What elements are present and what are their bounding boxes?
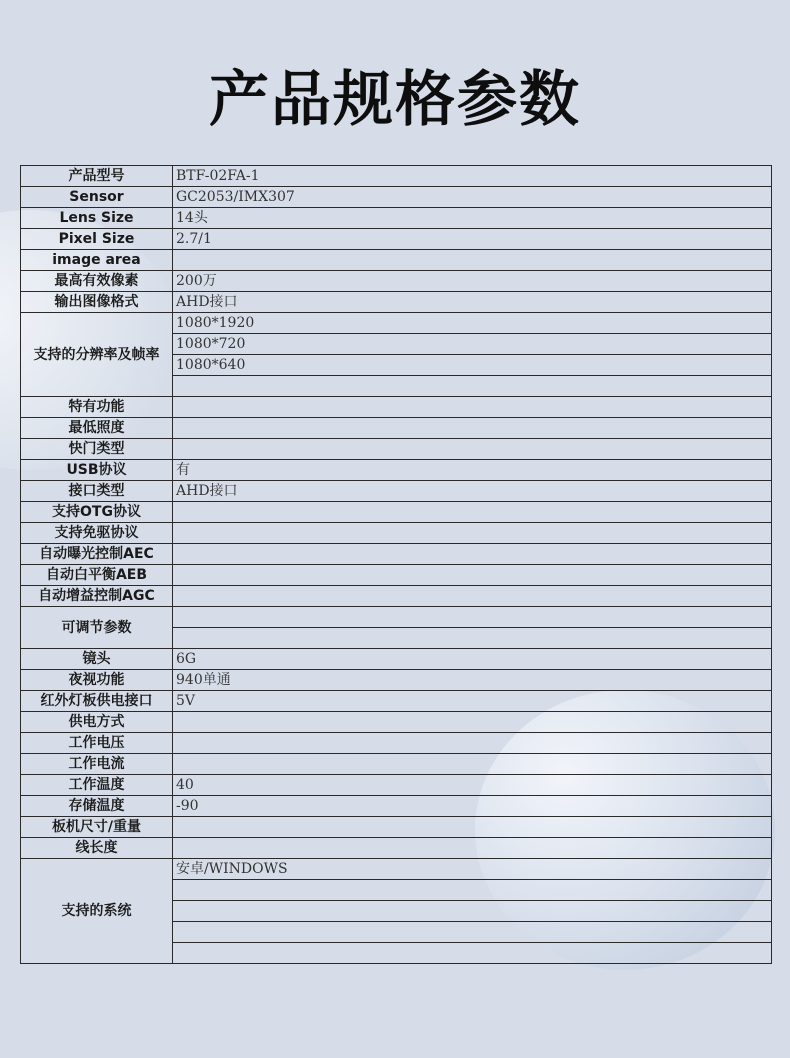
spec-label: 可调节参数 xyxy=(21,607,173,649)
spec-label: 接口类型 xyxy=(21,481,173,502)
spec-label: 自动曝光控制AEC xyxy=(21,544,173,565)
spec-value xyxy=(173,418,772,439)
spec-label: Sensor xyxy=(21,187,173,208)
spec-value xyxy=(173,712,772,733)
table-row xyxy=(21,817,772,838)
table-row xyxy=(21,796,772,817)
table-row xyxy=(21,586,772,607)
table-row xyxy=(21,754,772,775)
spec-table xyxy=(20,165,772,964)
spec-label: image area xyxy=(21,250,173,271)
spec-value: GC2053/IMX307 xyxy=(173,187,772,208)
spec-value xyxy=(173,565,772,586)
spec-value xyxy=(173,733,772,754)
table-row xyxy=(21,397,772,418)
spec-value: -90 xyxy=(173,796,772,817)
spec-label: 板机尺寸/重量 xyxy=(21,817,173,838)
table-row xyxy=(21,418,772,439)
spec-value: 40 xyxy=(173,775,772,796)
spec-value: 940单通 xyxy=(173,670,772,691)
table-row xyxy=(21,670,772,691)
spec-label: 输出图像格式 xyxy=(21,292,173,313)
table-row xyxy=(21,649,772,670)
spec-value xyxy=(173,397,772,418)
spec-label: 支持的系统 xyxy=(21,859,173,964)
table-row xyxy=(21,187,772,208)
spec-value: 14头 xyxy=(173,208,772,229)
spec-value: 1080*1920 xyxy=(173,313,772,334)
spec-value xyxy=(173,922,772,943)
spec-value xyxy=(173,628,772,649)
table-row xyxy=(21,502,772,523)
spec-value xyxy=(173,943,772,964)
spec-value xyxy=(173,901,772,922)
spec-value xyxy=(173,250,772,271)
table-row xyxy=(21,313,772,334)
spec-label: 支持的分辨率及帧率 xyxy=(21,313,173,397)
table-row xyxy=(21,292,772,313)
table-row xyxy=(21,208,772,229)
table-row xyxy=(21,481,772,502)
spec-label: 自动增益控制AGC xyxy=(21,586,173,607)
spec-value: 安卓/WINDOWS xyxy=(173,859,772,880)
table-row xyxy=(21,271,772,292)
table-row xyxy=(21,229,772,250)
table-row xyxy=(21,523,772,544)
spec-value xyxy=(173,586,772,607)
spec-value: 有 xyxy=(173,460,772,481)
spec-value: AHD接口 xyxy=(173,292,772,313)
spec-label: 线长度 xyxy=(21,838,173,859)
spec-label: 红外灯板供电接口 xyxy=(21,691,173,712)
table-row xyxy=(21,733,772,754)
table-row xyxy=(21,712,772,733)
spec-label: 特有功能 xyxy=(21,397,173,418)
spec-label: 最低照度 xyxy=(21,418,173,439)
spec-value xyxy=(173,523,772,544)
spec-label: 支持免驱协议 xyxy=(21,523,173,544)
spec-value: 200万 xyxy=(173,271,772,292)
spec-value xyxy=(173,817,772,838)
table-row xyxy=(21,166,772,187)
spec-value: AHD接口 xyxy=(173,481,772,502)
spec-label: Pixel Size xyxy=(21,229,173,250)
spec-value xyxy=(173,502,772,523)
table-row xyxy=(21,460,772,481)
spec-value: 6G xyxy=(173,649,772,670)
spec-label: 自动白平衡AEB xyxy=(21,565,173,586)
spec-value: 2.7/1 xyxy=(173,229,772,250)
table-row xyxy=(21,565,772,586)
spec-value: BTF-02FA-1 xyxy=(173,166,772,187)
spec-value xyxy=(173,544,772,565)
spec-table-body xyxy=(21,166,772,964)
spec-label: 工作温度 xyxy=(21,775,173,796)
spec-value xyxy=(173,607,772,628)
spec-value xyxy=(173,376,772,397)
table-row xyxy=(21,544,772,565)
spec-label: 最高有效像素 xyxy=(21,271,173,292)
table-row xyxy=(21,838,772,859)
page-title: 产品规格参数 xyxy=(209,65,581,135)
spec-label: 镜头 xyxy=(21,649,173,670)
spec-value: 5V xyxy=(173,691,772,712)
spec-label: 工作电压 xyxy=(21,733,173,754)
spec-label: Lens Size xyxy=(21,208,173,229)
table-row xyxy=(21,775,772,796)
spec-label: 支持OTG协议 xyxy=(21,502,173,523)
table-row xyxy=(21,607,772,628)
spec-label: 存储温度 xyxy=(21,796,173,817)
spec-value xyxy=(173,838,772,859)
spec-label: 供电方式 xyxy=(21,712,173,733)
table-row xyxy=(21,691,772,712)
spec-label: 快门类型 xyxy=(21,439,173,460)
table-row xyxy=(21,859,772,880)
spec-label: 产品型号 xyxy=(21,166,173,187)
spec-label: 工作电流 xyxy=(21,754,173,775)
table-row xyxy=(21,439,772,460)
spec-value xyxy=(173,439,772,460)
spec-label: 夜视功能 xyxy=(21,670,173,691)
spec-value xyxy=(173,880,772,901)
spec-label: USB协议 xyxy=(21,460,173,481)
table-row xyxy=(21,250,772,271)
spec-value: 1080*720 xyxy=(173,334,772,355)
spec-value xyxy=(173,754,772,775)
spec-value: 1080*640 xyxy=(173,355,772,376)
